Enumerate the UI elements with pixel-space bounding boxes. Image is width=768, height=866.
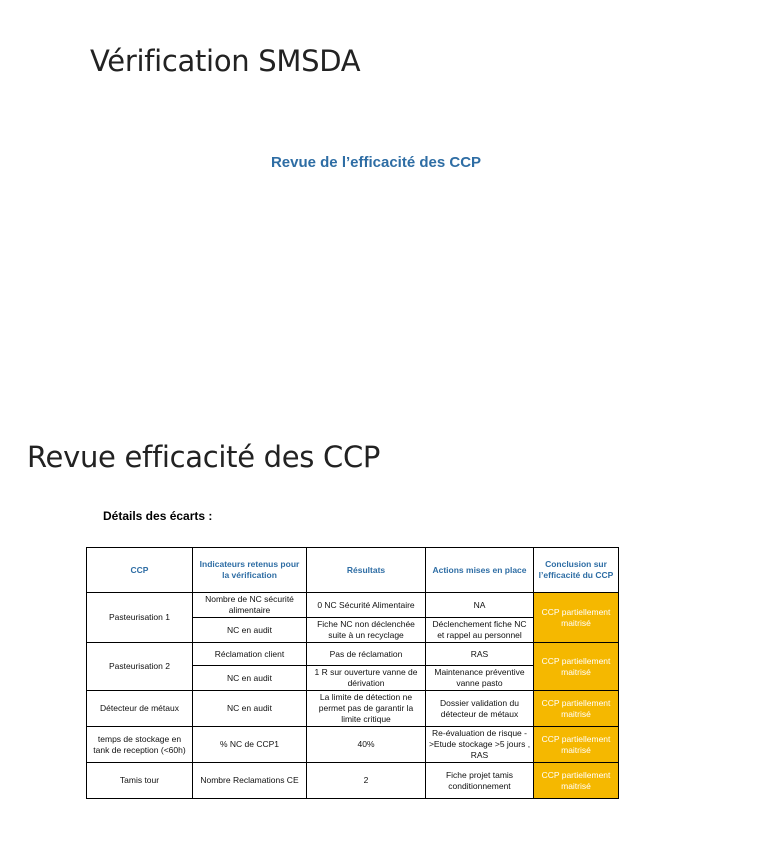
cell-conclusion: CCP partiellement maitrisé <box>534 593 619 643</box>
cell-result: 40% <box>307 727 426 763</box>
cell-result: 1 R sur ouverture vanne de dérivation <box>307 666 426 691</box>
cell-indicator: Nombre de NC sécurité alimentaire <box>193 593 307 618</box>
cell-action: Déclenchement fiche NC et rappel au personnel <box>426 618 534 643</box>
cell-result: La limite de détection ne permet pas de garantir la limite critique <box>307 691 426 727</box>
cell-conclusion: CCP partiellement maitrisé <box>534 727 619 763</box>
cell-result: 2 <box>307 763 426 799</box>
cell-action: Dossier validation du détecteur de métaux <box>426 691 534 727</box>
table-row <box>87 593 619 618</box>
cell-indicator: NC en audit <box>193 666 307 691</box>
header-actions: Actions mises en place <box>426 548 534 593</box>
header-conclusion: Conclusion sur l’efficacité du CCP <box>534 548 619 593</box>
cell-ccp: Tamis tour <box>87 763 193 799</box>
cell-indicator: NC en audit <box>193 691 307 727</box>
cell-indicator: % NC de CCP1 <box>193 727 307 763</box>
cell-indicator: Nombre Reclamations CE <box>193 763 307 799</box>
header-indicators: Indicateurs retenus pour la vérification <box>193 548 307 593</box>
cell-ccp: Détecteur de métaux <box>87 691 193 727</box>
cell-conclusion: CCP partiellement maitrisé <box>534 691 619 727</box>
cell-result: Pas de réclamation <box>307 643 426 666</box>
table-row <box>87 763 619 799</box>
table-row <box>87 727 619 763</box>
table-header-row <box>87 548 619 593</box>
cell-result: 0 NC Sécurité Alimentaire <box>307 593 426 618</box>
table-row <box>87 643 619 666</box>
slide-1-title: Vérification SMSDA <box>90 44 361 78</box>
details-label: Détails des écarts : <box>103 509 213 523</box>
cell-ccp: Pasteurisation 2 <box>87 643 193 691</box>
cell-indicator: NC en audit <box>193 618 307 643</box>
ccp-review-table <box>86 547 619 799</box>
cell-indicator: Réclamation client <box>193 643 307 666</box>
cell-result: Fiche NC non déclenchée suite à un recyclage <box>307 618 426 643</box>
cell-ccp: temps de stockage en tank de reception (<60h) <box>87 727 193 763</box>
table-row <box>87 691 619 727</box>
cell-action: Re-évaluation de risque ->Etude stockage >5 jours , RAS <box>426 727 534 763</box>
slide-1-subtitle: Revue de l’efficacité des CCP <box>270 154 482 171</box>
cell-action: NA <box>426 593 534 618</box>
cell-action: Fiche projet tamis conditionnement <box>426 763 534 799</box>
cell-action: Maintenance préventive vanne pasto <box>426 666 534 691</box>
cell-conclusion: CCP partiellement maitrisé <box>534 763 619 799</box>
header-results: Résultats <box>307 548 426 593</box>
slide-2-title: Revue efficacité des CCP <box>27 440 381 474</box>
cell-ccp: Pasteurisation 1 <box>87 593 193 643</box>
cell-action: RAS <box>426 643 534 666</box>
cell-conclusion: CCP partiellement maitrisé <box>534 643 619 691</box>
header-ccp: CCP <box>87 548 193 593</box>
